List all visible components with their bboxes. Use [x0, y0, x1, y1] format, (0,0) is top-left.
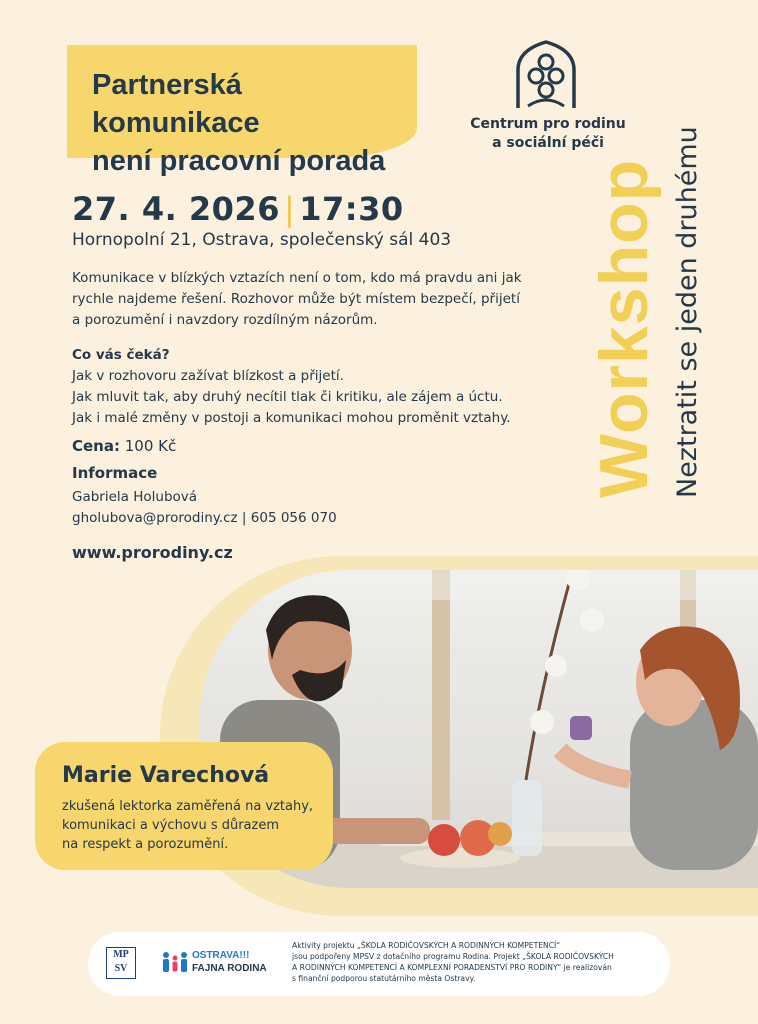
speaker-desc-line: na respekt a porozumění. — [62, 837, 229, 852]
contact-separator: | — [241, 510, 247, 526]
datetime-separator: | — [283, 190, 296, 228]
ostrava-fajna-rodina-logo — [160, 950, 278, 978]
event-venue: Hornopolní 21, Ostrava, společenský sál 403 — [72, 230, 452, 250]
speaker-desc-line: zkušená lektorka zaměřená na vztahy, — [62, 799, 314, 814]
agenda-heading: Co vás čeká? — [72, 347, 170, 363]
website-link[interactable]: www.prorodiny.cz — [72, 543, 233, 562]
speaker-name: Marie Varechová — [62, 763, 270, 788]
organization-name-line-1: Centrum pro rodinu — [470, 116, 626, 132]
contact-phone[interactable]: 605 056 070 — [250, 510, 337, 526]
ostrava-logo-line-1: OSTRAVA!!! — [192, 950, 250, 961]
contact-block — [72, 487, 337, 529]
funding-line: Aktivity projektu „ŠKOLA RODIČOVSKÝCH A RODINNÝCH KOMPETENCÍ“ — [292, 941, 561, 950]
church-window-family-icon — [514, 40, 578, 110]
price — [72, 437, 176, 455]
funding-notice — [292, 940, 662, 984]
organization-name — [462, 115, 634, 153]
organization-name-line-2: a sociální péči — [492, 135, 604, 151]
information-heading: Informace — [72, 464, 158, 482]
title-line-2: není pracovní porada — [92, 145, 386, 177]
workshop-subtitle: Neztratit se jeden druhému — [672, 126, 703, 498]
workshop-label: Workshop — [586, 158, 662, 498]
agenda-item: Jak mluvit tak, aby druhý necítil tlak či kritiku, ale zájem a úctu. — [72, 389, 503, 405]
intro-line-2: rychle najdeme řešení. Rozhovor může být místem bezpečí, přijetí — [72, 291, 520, 307]
event-datetime — [72, 190, 404, 228]
funding-line: jsou podpořeny MPSV z dotačního programu Rodina. Projekt „ŠKOLA RODIČOVSKÝCH — [292, 952, 614, 961]
page-title — [92, 66, 412, 180]
family-figures-icon — [160, 950, 190, 974]
funding-line: A RODINNÝCH KOMPETENCÍ A KOMPLEXNÍ PORADENSTVÍ PRO RODINY“ je realizován — [292, 963, 612, 972]
speaker-desc-line: komunikaci a výchovu s důrazem — [62, 818, 280, 833]
speaker-description — [62, 797, 342, 854]
agenda-section — [72, 345, 542, 429]
mpsv-logo — [106, 947, 136, 979]
mpsv-logo-line-1: MP — [113, 949, 129, 960]
intro-paragraph — [72, 268, 542, 331]
event-time: 17:30 — [299, 190, 404, 228]
contact-name: Gabriela Holubová — [72, 489, 198, 505]
mpsv-logo-line-2: SV — [114, 963, 128, 974]
contact-line — [72, 508, 337, 529]
agenda-item: Jak i malé změny v postoji a komunikaci mohou proměnit vztahy. — [72, 410, 511, 426]
agenda-item: Jak v rozhovoru zažívat blízkost a přijetí. — [72, 368, 344, 384]
intro-line-3: a porozumění i navzdory rozdílným názorům. — [72, 312, 378, 328]
funding-line: s finanční podporou statutárního města Ostravy. — [292, 974, 476, 983]
title-line-1: Partnerská komunikace — [92, 69, 260, 139]
intro-line-1: Komunikace v blízkých vztazích není o tom, kdo má pravdu ani jak — [72, 270, 522, 286]
ostrava-logo-line-2: FAJNA RODINA — [192, 963, 267, 974]
price-label: Cena: — [72, 437, 120, 455]
event-date: 27. 4. 2026 — [72, 190, 280, 228]
price-value: 100 Kč — [124, 437, 177, 455]
contact-email[interactable]: gholubova@prorodiny.cz — [72, 510, 238, 526]
